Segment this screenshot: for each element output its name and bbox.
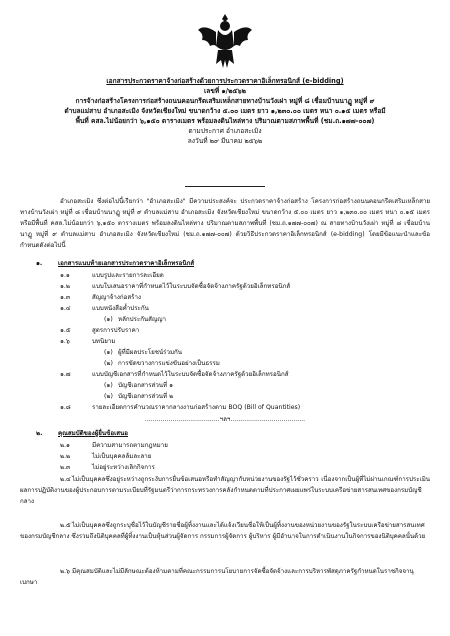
item-text: บทนิยาม [92,338,116,345]
project-line-3: พื้นที่ คสล.ไม่น้อยกว่า ๖,๑๕๐ ตารางเมตร พร้อมลงดินไหล่ทาง ปริมาณตามสภาพพื้นที่ (ชม.ถ.๑๗๗-๐๐๗) [75,117,375,125]
item-number: ๒.๒ [60,453,71,460]
header-divider [185,186,265,187]
announcement-by: ตามประกาศ อำเภอสะเมิง [188,127,262,135]
item-text: ไม่เป็นบุคคลล้มละลาย [92,453,152,460]
clause-text: ไม่เป็นบุคคลซึ่งถูกระบุชื่อไว้ในบัญชีรายชื่อผู้ทิ้งงานและได้แจ้งเวียนชื่อให้เป็นผู้ทิ้งงานของหน่วยงานของรัฐในระบบเครือข่ายสารสนเทศของกรมบัญชีกลาง ซึ่งรวมถึงนิติบุคคลที่ผู้ทิ้งงานเป็นหุ้นส่วนผู้จัดการ กรรมการผู้จัดการ ผู้บริหาร ผู้มีอำนาจในการดำเนินงานในกิจการของนิติบุคคลนั้นด้วย [20,522,426,540]
item-number: ๒.๖ [60,568,70,575]
item-number: ๑.๔ [60,305,71,312]
item-number: ๑.๕ [60,327,71,334]
item-number: ๑.๓ [60,294,71,301]
item-text: แบบใบเสนอราคาที่กำหนดไว้ในระบบจัดซื้อจัดจ้างภาครัฐด้วยอิเล็กทรอนิกส์ [92,283,291,290]
project-line-1: การจ้างก่อสร้างโครงการก่อสร้างถนนคอนกรีตเสริมเหล็กสายทางบ้านวังเผ่า หมู่ที่ ๘ เชื่อมบ้านนาฏู หมู่ที่ ๙ [75,97,375,105]
item-text: รายละเอียดการคำนวณราคากลางงานก่อสร้างตาม BOQ (Bill of Quantities) [92,404,301,411]
item-number: (๑) [104,349,113,356]
item-number: ๒.๓ [60,464,71,471]
item-number: ๒.๕ [60,522,71,529]
clause-text: มีคุณสมบัติและไม่มีลักษณะต้องห้ามตามที่คณะกรรมการนโยบายการจัดซื้อจัดจ้างและการบริหารพัสดุภาครัฐกำหนดในราชกิจจานุเบกษา [20,568,414,586]
item-text: ผู้ที่มีผลประโยชน์ร่วมกัน [118,349,183,356]
item-text: สัญญาจ้างก่อสร้าง [92,294,141,301]
item-text: สูตรการปรับราคา [92,327,140,334]
item-text: แบบบัญชีเอกสารที่กำหนดไว้ในระบบจัดซื้อจัดจ้างภาครัฐด้วยอิเล็กทรอนิกส์ [92,371,289,378]
item-number: ๑.๖ [60,338,70,345]
announcement-date: ลงวันที่ ๒๙ มีนาคม ๒๕๖๒ [187,137,263,145]
item-text: แบบรูปและรายการละเอียด [92,272,164,279]
clause-2-5 [20,520,430,542]
intro-paragraph: อำเภอสะเมิง ซึ่งต่อไปนี้เรียกว่า "อำเภอสะเมิง" มีความประสงค์จะ ประกวดราคาจ้างก่อสร้าง โครงการก่อสร้างถนนคอนกรีตเสริมเหล็กสายทางบ้านวังเผ่า หมู่ที่ ๘ เชื่อมบ้านนาฏู หมู่ที่ ๙ ตำบลแม่สาบ อำเภอสะเมิง จังหวัดเชียงใหม่ ขนาดกว้าง ๕.๐๐ เมตร ยาว ๑,๒๓๐.๐๐ เมตร หนา ๐.๑๕ เมตร หรือมีพื้นที่ คสล.ไม่น้อยกว่า ๖,๑๕๐ ตารางเมตร พร้อมลงดินไหล่ทาง ปริมาณตามสภาพพื้นที่ (ชม.ถ.๑๗๗-๐๐๗) ณ สายทางบ้านวังเผ่า หมู่ที่ ๘ เชื่อมบ้านนาฏู หมู่ที่ ๙ ตำบลแม่สาบ อำเภอสะเมิง จังหวัดเชียงใหม่ (ชม.ถ.๑๗๗-๐๐๗) ด้วยวิธีประกวดราคาอิเล็กทรอนิกส์ (e-bidding) โดยมีข้อแนะนำและข้อกำหนดดังต่อไปนี้ [20,198,430,249]
document-title: เอกสารประกวดราคาจ้างก่อสร้างด้วยการประกวดราคาอิเล็กทรอนิกส์ (e-bidding) [106,77,344,85]
project-line-2: ตำบลแม่สาบ อำเภอสะเมิง จังหวัดเชียงใหม่ ขนาดกว้าง ๕.๐๐ เมตร ยาว ๑,๒๓๐.๐๐ เมตร หนา ๐.๑๕ เมตร หรือมี [64,107,386,115]
section-number: ๑. [36,260,43,267]
document-header [20,76,430,146]
section-title: เอกสารแนบท้ายเอกสารประกวดราคาอิเล็กทรอนิกส์ [58,260,195,267]
item-number: ๑.๗ [60,371,71,378]
clause-2-6 [20,566,430,588]
garuda-emblem-icon [196,10,254,70]
item-number: (๒) [104,393,113,400]
item-number: (๒) [104,360,113,367]
item-text: การขัดขวางการแข่งขันอย่างเป็นธรรม [118,360,220,367]
item-text: ไม่อยู่ระหว่างเลิกกิจการ [92,464,155,471]
item-number: ๑.๑ [60,272,70,279]
document-number: เลขที่ ๑/๒๕๖๒ [204,87,246,95]
section-title: คุณสมบัติของผู้ยื่นข้อเสนอ [58,430,128,437]
omission-dots: ......................................ฯลฯ...................................... [144,416,306,423]
item-text: แบบหนังสือค้ำประกัน [92,305,149,312]
section-number: ๒. [36,430,43,437]
item-number: ๒.๔ [60,476,71,483]
clause-text: ไม่เป็นบุคคลซึ่งอยู่ระหว่างถูกระงับการยื่นข้อเสนอหรือทำสัญญากับหน่วยงานของรัฐไว้ชั่วคราว เนื่องจากเป็นผู้ที่ไม่ผ่านเกณฑ์การประเมินผลการปฏิบัติงานของผู้ประกอบการตามระเบียบที่รัฐมนตรีว่าการกระทรวงการคลังกำหนดตามที่ประกาศเผยแพร่ในระบบเครือข่ายสารสนเทศของกรมบัญชีกลาง [20,476,430,505]
item-number: ๒.๑ [60,442,70,449]
item-text: หลักประกันสัญญา [118,316,166,323]
clause-2-4 [20,474,430,507]
item-number: ๑.๘ [60,404,71,411]
item-number: (๑) [104,382,113,389]
item-number: ๑.๒ [60,283,70,290]
item-text: บัญชีเอกสารส่วนที่ ๒ [118,393,174,400]
item-text: มีความสามารถตามกฎหมาย [92,442,168,449]
item-text: บัญชีเอกสารส่วนที่ ๑ [118,382,174,389]
item-number: (๑) [104,316,113,323]
